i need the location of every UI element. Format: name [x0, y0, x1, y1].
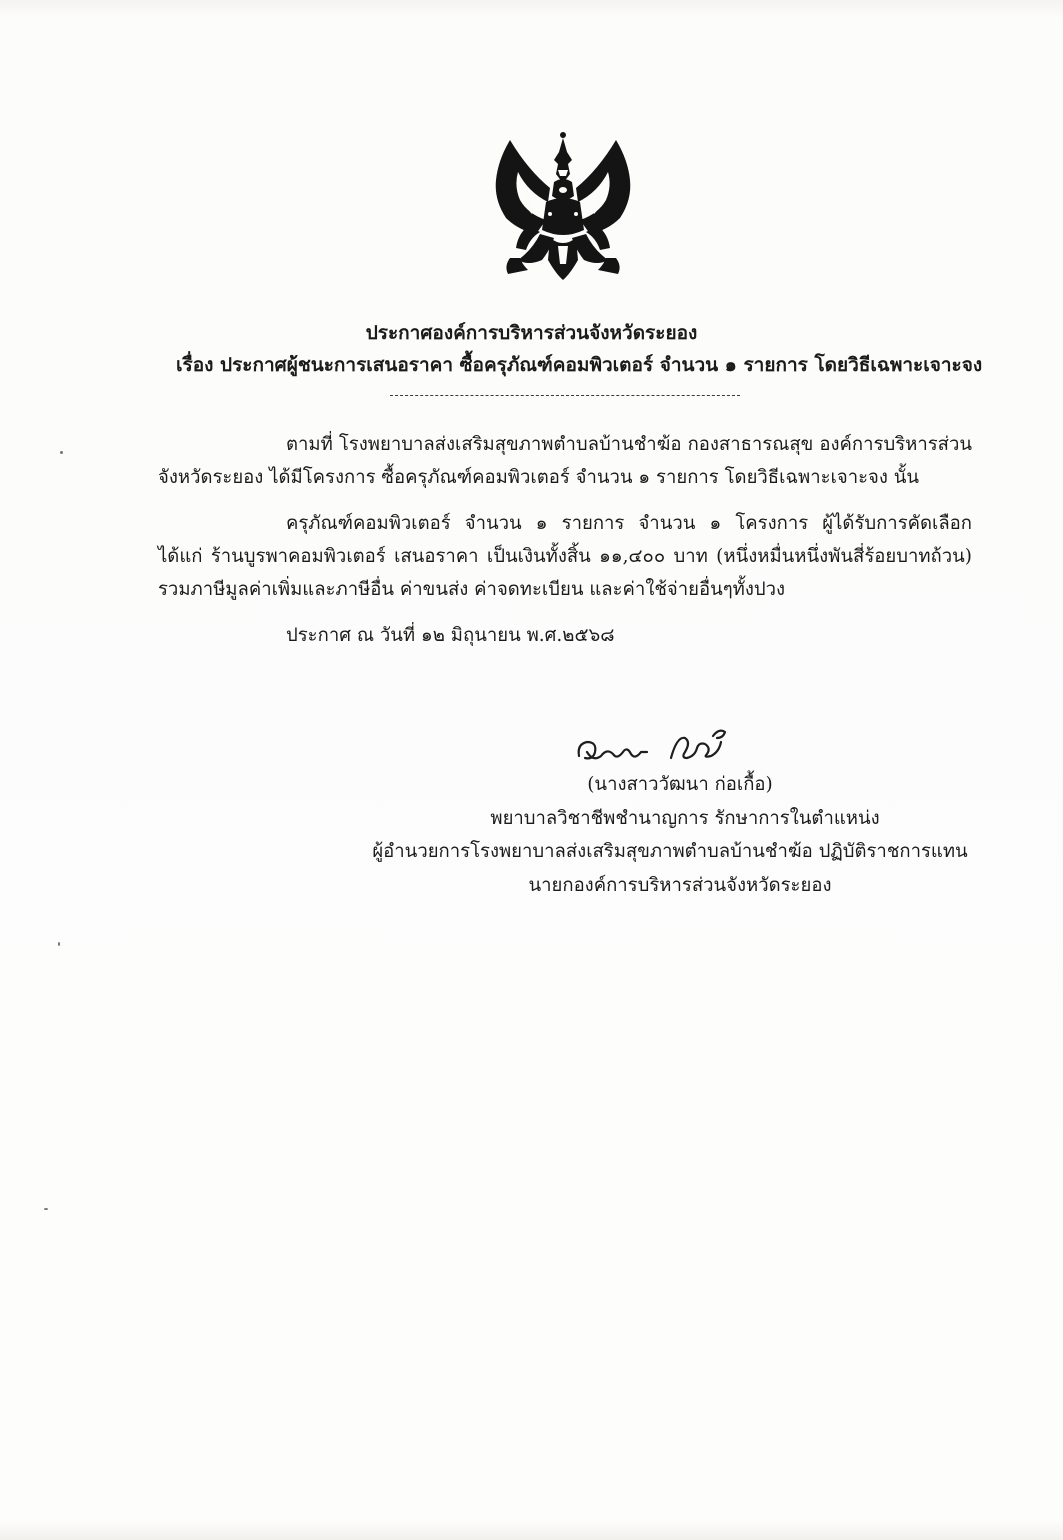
announcement-subject: เรื่อง ประกาศผู้ชนะการเสนอราคา ซื้อครุภัณฑ์คอมพิวเตอร์ จำนวน ๑ รายการ โดยวิธีเฉพาะเจาะจง: [176, 354, 983, 376]
signer-position-line2: ผู้อำนวยการโรงพยาบาลส่งเสริมสุขภาพตำบลบ้านชำฆ้อ ปฏิบัติราชการแทน: [372, 841, 968, 862]
announcement-title: ประกาศองค์การบริหารส่วนจังหวัดระยอง: [365, 322, 698, 344]
paragraph1-line1: ตามที่ โรงพยาบาลส่งเสริมสุขภาพตำบลบ้านชำฆ้อ กองสาธารณสุข องค์การบริหารส่วน: [286, 434, 972, 455]
announce-date: ประกาศ ณ วันที่ ๑๒ มิถุนายน พ.ศ.๒๕๖๘: [286, 625, 615, 646]
signer-position-line1: พยาบาลวิชาชีพชำนาญการ รักษาการในตำแหน่ง: [490, 808, 880, 829]
title-separator: [390, 395, 740, 396]
paragraph1-line2: จังหวัดระยอง ได้มีโครงการ ซื้อครุภัณฑ์คอมพิวเตอร์ จำนวน ๑ รายการ โดยวิธีเฉพาะเจาะจง นั้น: [158, 467, 920, 488]
garuda-emblem-icon: [488, 130, 638, 282]
handwritten-signature: [573, 722, 743, 772]
scan-speck: [44, 1208, 48, 1210]
paragraph2-line1: ครุภัณฑ์คอมพิวเตอร์ จำนวน ๑ รายการ จำนวน ๑ โครงการ ผู้ได้รับการคัดเลือก: [286, 513, 972, 534]
signer-name: (นางสาววัฒนา ก่อเกื้อ): [587, 774, 773, 795]
signer-position-line3: นายกองค์การบริหารส่วนจังหวัดระยอง: [528, 875, 832, 896]
paragraph2-line2: ได้แก่ ร้านบูรพาคอมพิวเตอร์ เสนอราคา เป็นเงินทั้งสิ้น ๑๑,๔๐๐ บาท (หนึ่งหมื่นหนึ่งพันสี่ร้อยบาทถ้วน): [158, 546, 972, 567]
scan-speck: [60, 451, 63, 454]
paragraph2-line3: รวมภาษีมูลค่าเพิ่มและภาษีอื่น ค่าขนส่ง ค่าจดทะเบียน และค่าใช้จ่ายอื่นๆทั้งปวง: [158, 579, 786, 600]
scan-speck: [58, 942, 60, 946]
